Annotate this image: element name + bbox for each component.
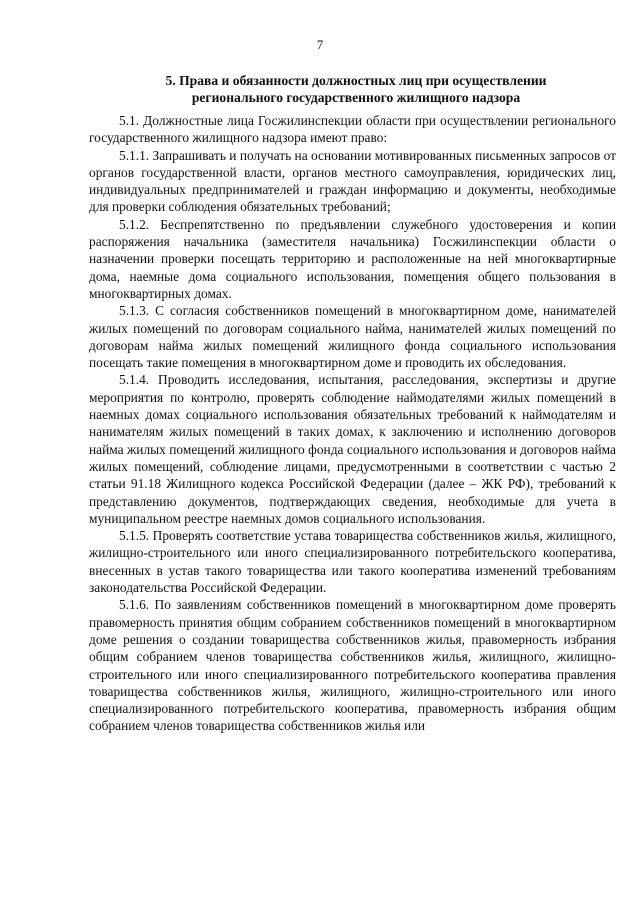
paragraph-5-1-5: 5.1.5. Проверять соответствие устава товарищества собственников жилья, жилищного, жилищно-строительного или иного специализированного потребительского кооператива, внесенных в устав такого товарищества или такого кооператива изменений требованиям законодательства Российской Федерации. (89, 528, 616, 596)
paragraph-5-1-4: 5.1.4. Проводить исследования, испытания, расследования, экспертизы и другие мероприятия по контролю, проверять соблюдение наймодателями жилых помещений в наемных домах социального использования обязательных требований к наймодателям и нанимателям жилых помещений в таких домах, к заключению и исполнению договоров найма жилых помещений жилищного фонда социального использования и договоров найма жилых помещений, соблюдение лицами, предусмотренными в соответствии с частью 2 статьи 91.18 Жилищного кодекса Российской Федерации (далее – ЖК РФ), требований к представлению документов, подтверждающих сведения, необходимые для учета в муниципальном реестре наемных домов социального использования. (89, 372, 616, 526)
heading-line-2: регионального государственного жилищного надзора (191, 90, 521, 105)
paragraph-5-1: 5.1. Должностные лица Госжилинспекции области при осуществлении регионального государственного жилищного надзора имеют право: (89, 113, 616, 146)
heading-line-1: 5. Права и обязанности должностных лиц при осуществлении (165, 73, 547, 88)
section-heading (96, 72, 616, 106)
paragraph-5-1-6: 5.1.6. По заявлениям собственников помещений в многоквартирном доме проверять правомерность принятия общим собранием собственников помещений в многоквартирном доме решения о создании товарищества собственников жилья, правомерность избрания общим собранием членов товарищества собственников жилья, жилищного, жилищно-строительного или иного специализированного потребительского кооператива правления товарищества собственников жилья, жилищного, жилищно-строительного или иного специализированного потребительского кооператива, правомерность избрания общим собранием членов товарищества собственников жилья или (89, 597, 616, 734)
page-number: 7 (316, 37, 324, 52)
paragraph-5-1-3: 5.1.3. С согласия собственников помещений в многоквартирном доме, нанимателей жилых помещений по договорам социального найма, нанимателей жилых помещений по договорам найма жилых помещений жилищного фонда социального использования посещать такие помещения в многоквартирном доме и проводить их обследования. (89, 303, 616, 371)
paragraph-5-1-1: 5.1.1. Запрашивать и получать на основании мотивированных письменных запросов от органов государственной власти, органов местного самоуправления, юридических лиц, индивидуальных предпринимателей и граждан информацию и документы, необходимые для проверки соблюдения обязательных требований; (89, 147, 616, 215)
paragraph-5-1-2: 5.1.2. Беспрепятственно по предъявлении служебного удостоверения и копии распоряжения начальника (заместителя начальника) Госжилинспекции области о назначении проверки посещать территорию и расположенные на ней многоквартирные дома, наемные дома социального использования, помещения общего пользования в многоквартирных домах. (89, 216, 616, 301)
document-body (89, 112, 616, 735)
